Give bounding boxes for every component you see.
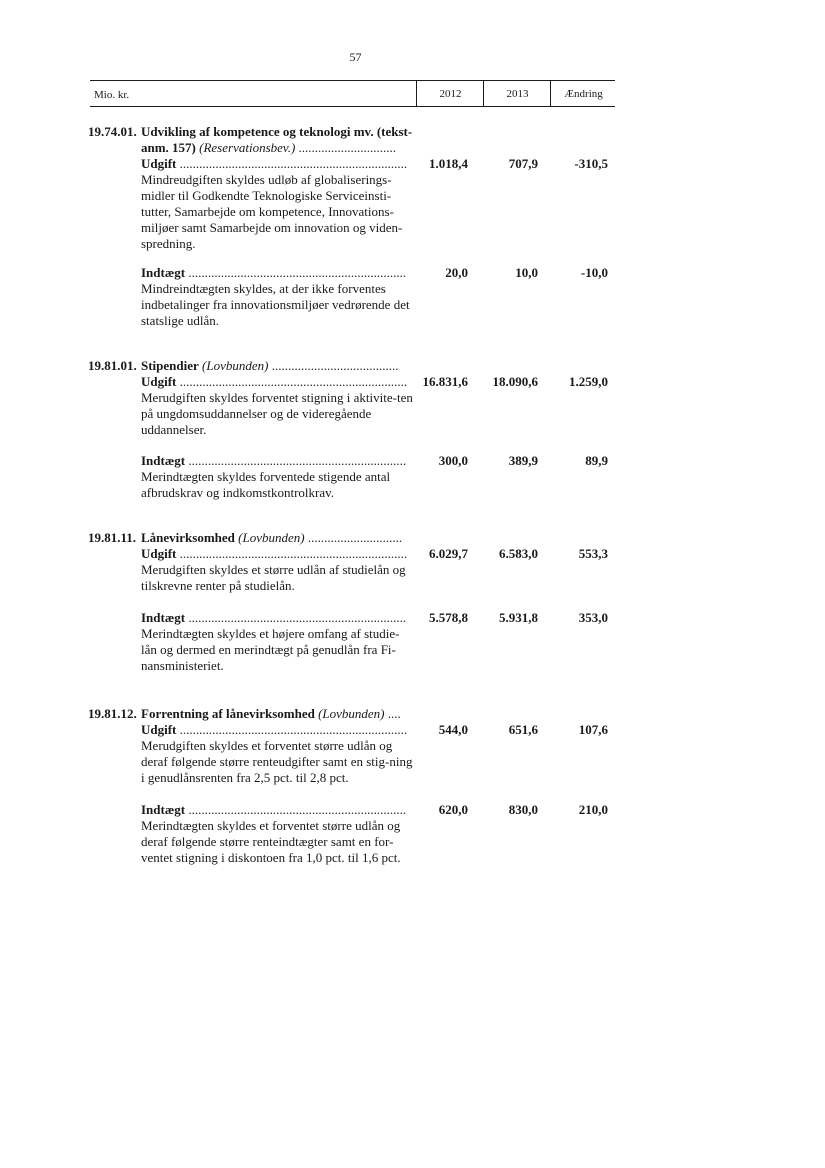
- explanation-text: Merindtægten skyldes et forventet større udlån og deraf følgende større renteindtægter samt en for-ventet stigning i diskontoen fra 1,0 pct. til 1,6 pct.: [141, 818, 401, 865]
- account-number: 19.81.12.: [88, 706, 137, 721]
- value-change: 210,0: [578, 802, 608, 817]
- explanation-text: Merudgiften skyldes forventet stigning i aktivite-ten på ungdomsuddannelser og de videregående uddannelser.: [141, 390, 413, 437]
- revenue-line: Indtægt ...................................................................: [141, 265, 407, 280]
- value-change: 1.259,0: [569, 374, 608, 389]
- value-2013: 5.931,8: [499, 610, 538, 625]
- expense-line: Udgift ......................................................................: [141, 374, 408, 389]
- expense-line: Udgift ......................................................................: [141, 722, 408, 737]
- revenue-line: Indtægt ...................................................................: [141, 610, 407, 625]
- column-header-2013: 2013: [483, 81, 551, 106]
- page-number: 57: [349, 50, 362, 64]
- explanation-text: Merindtægten skyldes et højere omfang af studie-lån og dermed en merindtægt på genudlån fra Fi-nansministeriet.: [141, 626, 400, 673]
- value-2012: 6.029,7: [429, 546, 468, 561]
- value-2013: 830,0: [508, 802, 538, 817]
- account-number: 19.81.11.: [88, 530, 137, 545]
- value-2012: 5.578,8: [429, 610, 468, 625]
- revenue-line: Indtægt ...................................................................: [141, 453, 407, 468]
- value-change: -310,5: [574, 156, 608, 171]
- unit-label: Mio. kr.: [94, 89, 130, 101]
- value-2012: 300,0: [438, 453, 468, 468]
- value-change: 89,9: [585, 453, 608, 468]
- value-2013: 651,6: [508, 722, 538, 737]
- explanation-text: Merudgiften skyldes et større udlån af studielån og tilskrevne renter på studielån.: [141, 562, 406, 593]
- value-2012: 16.831,6: [422, 374, 468, 389]
- explanation-text: Mindreindtægten skyldes, at der ikke forventes indbetalinger fra innovationsmiljøer vedrørende det statslige udlån.: [141, 281, 410, 328]
- value-change: 353,0: [578, 610, 608, 625]
- explanation-text: Merindtægten skyldes forventede stigende antal afbrudskrav og indkomstkontrolkrav.: [141, 469, 391, 500]
- section-title: Forrentning af lånevirksomhed (Lovbunden) ....: [141, 706, 401, 721]
- value-2013: 6.583,0: [499, 546, 538, 561]
- value-2013: 18.090,6: [492, 374, 538, 389]
- account-number: 19.81.01.: [88, 358, 137, 373]
- account-number: 19.74.01.: [88, 124, 137, 139]
- value-2013: 10,0: [515, 265, 538, 280]
- expense-line: Udgift ......................................................................: [141, 156, 408, 171]
- value-2013: 389,9: [508, 453, 538, 468]
- revenue-line: Indtægt ...................................................................: [141, 802, 407, 817]
- value-2012: 20,0: [445, 265, 468, 280]
- section-title: Udvikling af kompetence og teknologi mv. (tekst- anm. 157) (Reservationsbev.) ..............................: [141, 124, 413, 155]
- table-header: [90, 80, 615, 107]
- value-2012: 544,0: [438, 722, 468, 737]
- section-title: Stipendier (Lovbunden) .......................................: [141, 358, 399, 373]
- value-change: 107,6: [578, 722, 608, 737]
- value-change: 553,3: [578, 546, 608, 561]
- expense-line: Udgift ......................................................................: [141, 546, 408, 561]
- section-title: Lånevirksomhed (Lovbunden) .............................: [141, 530, 403, 545]
- value-2012: 1.018,4: [429, 156, 468, 171]
- explanation-text: Merudgiften skyldes et forventet større udlån og deraf følgende større renteudgifter samt en stig-ning i genudlånsrenten fra 2,5 pct. til 2,8 pct.: [141, 738, 413, 785]
- column-header-change: Ændring: [550, 81, 616, 106]
- value-2013: 707,9: [508, 156, 538, 171]
- column-header-2012: 2012: [416, 81, 484, 106]
- explanation-text: Mindreudgiften skyldes udløb af globaliserings-midler til Godkendte Teknologiske Serviceinsti-tutter, Samarbejde om kompetence, Innovations-miljøer samt Samarbejde om innovation og viden-spredning.: [141, 172, 403, 251]
- value-change: -10,0: [580, 265, 608, 280]
- value-2012: 620,0: [438, 802, 468, 817]
